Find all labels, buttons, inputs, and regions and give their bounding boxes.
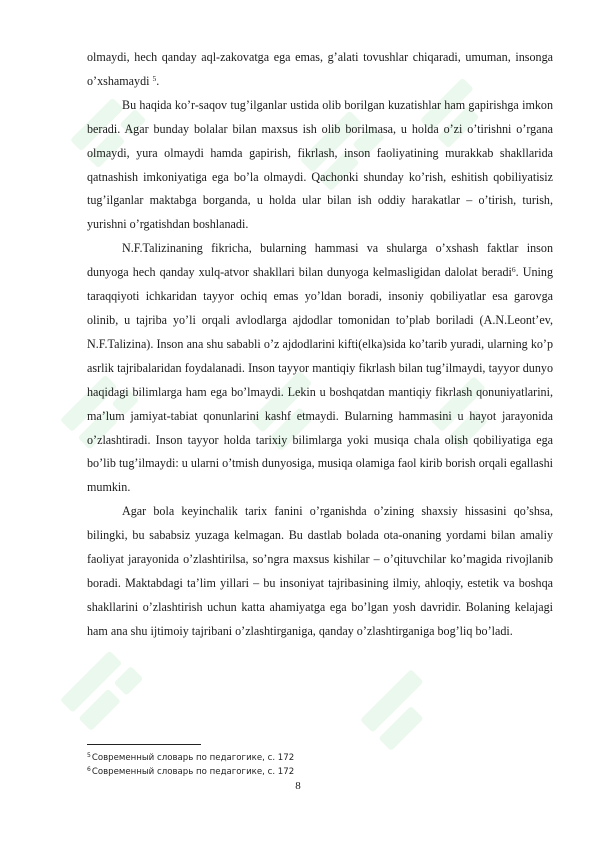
footnote-text: Современный словарь по педагогике, с. 172 [91, 767, 295, 777]
paragraph-text: . [156, 73, 160, 88]
footnote-ref[interactable]: 5 [152, 73, 157, 83]
paragraph-text: Bu haqida ko’r-saqov tug’ilganlar ustida olib borilgan kuzatishlar ham gapirishga imkon beradi. Agar bunday bolalar bilan maxsus ish olib borilmasa, u holda o’zi o’tirishni o’rgana olmaydi, yura olmaydi hamda gapirish, fikrlash, inson faoliyatining murakkab shakllarida qatnashish imkoniyatiga ega bo’la olmaydi. Qachonki shunday ko’rish, eshitish qobiliyatisiz tug’ilganlar maktabga borganda, u holda ular bilan ish oddiy harakatlar – o’tirish, turish, yurishni o’rgatishdan boshlanadi. [87, 97, 553, 232]
footnote-separator [87, 744, 201, 745]
footnote-item [87, 765, 553, 779]
paragraph-1 [87, 94, 553, 237]
footnote-text: Современный словарь по педагогике, с. 172 [91, 753, 295, 763]
footnote-mark: 5 [87, 752, 91, 759]
paragraph-2 [87, 237, 553, 500]
footnote-mark: 6 [87, 766, 91, 773]
paragraph-0 [87, 46, 553, 94]
paragraph-3 [87, 500, 553, 643]
footnotes [87, 751, 553, 779]
paragraph-text: olmaydi, hech qanday aql-zakovatga ega emas, g’alati tovushlar chiqaradi, umuman, insonga o’xshamaydi [87, 50, 553, 88]
paragraph-text: Agar bola keyinchalik tarix fanini o’rganishda o’zining shaxsiy hissasini qo’shsa, bilingki, bu sababsiz yuzaga kelmagan. Bu dastlab bolada ota-onaning yordami bilan amaliy faoliyat jarayonida o’zlashtirilsa, so’ngra maxsus kishilar – o’qituvchilar ko’magida rivojlanib boradi. Maktabdagi ta’lim yillari – bu insoniyat tajribasining ilmiy, ahloqiy, estetik va boshqa shakllarini o’zlashtirish uchun katta ahamiyatga ega bo’lgan yosh davridir. Bolaning kelajagi ham ana shu ijtimoiy tajribani o’zlashtirganiga, qanday o’zlashtirganiga bog’liq bo’ladi. [87, 504, 553, 638]
paragraph-text: . Uning taraqqiyoti ichkaridan tayyor ochiq emas yo’ldan boradi, insoniy qobiliyatlar esa garovga olinib, u tajriba yo’li orqali avlodlarga ajdodlar tomonidan to’plab boriladi (A.N.Leont’ev, N.F.Talizina). Inson ana shu sababli o’z ajdodlarini kifti(elka)sida ko’tarib yuradi, ularning ko’p asrlik tajribalaridan foydalanadi. Inson tayyor mantiqiy fikrlash bilan tug’ilmaydi, tayyor dunyo haqidagi bilimlarga ham ega bo’lmaydi. Lekin u boshqatdan mantiqiy fikrlash qonuniyatlarini, ma’lum jamiyat-tabiat qonunlarini kashf etmaydi. Bularning hammasini u hayot jarayonida o’zlashtiradi. Inson tayyor holda tarixiy bilimlarga yoki musiqa chala olish qobiliyatiga ega bo’lib tug’ilmaydi: u ularni o’tmish dunyosiga, musiqa olamiga faol kirib borish orqali egallashi mumkin. [87, 265, 554, 495]
footnote-ref[interactable]: 6 [511, 265, 516, 275]
body-text [87, 46, 553, 644]
footnote-item [87, 751, 553, 765]
paragraph-text: N.F.Talizinaning fikricha, bularning hammasi va shularga o’xshash faktlar inson dunyoga hech qanday xulq-atvor shakllari bilan dunyoga kelmasligidan dalolat beradi [87, 241, 553, 280]
page-number: 8 [295, 780, 301, 792]
